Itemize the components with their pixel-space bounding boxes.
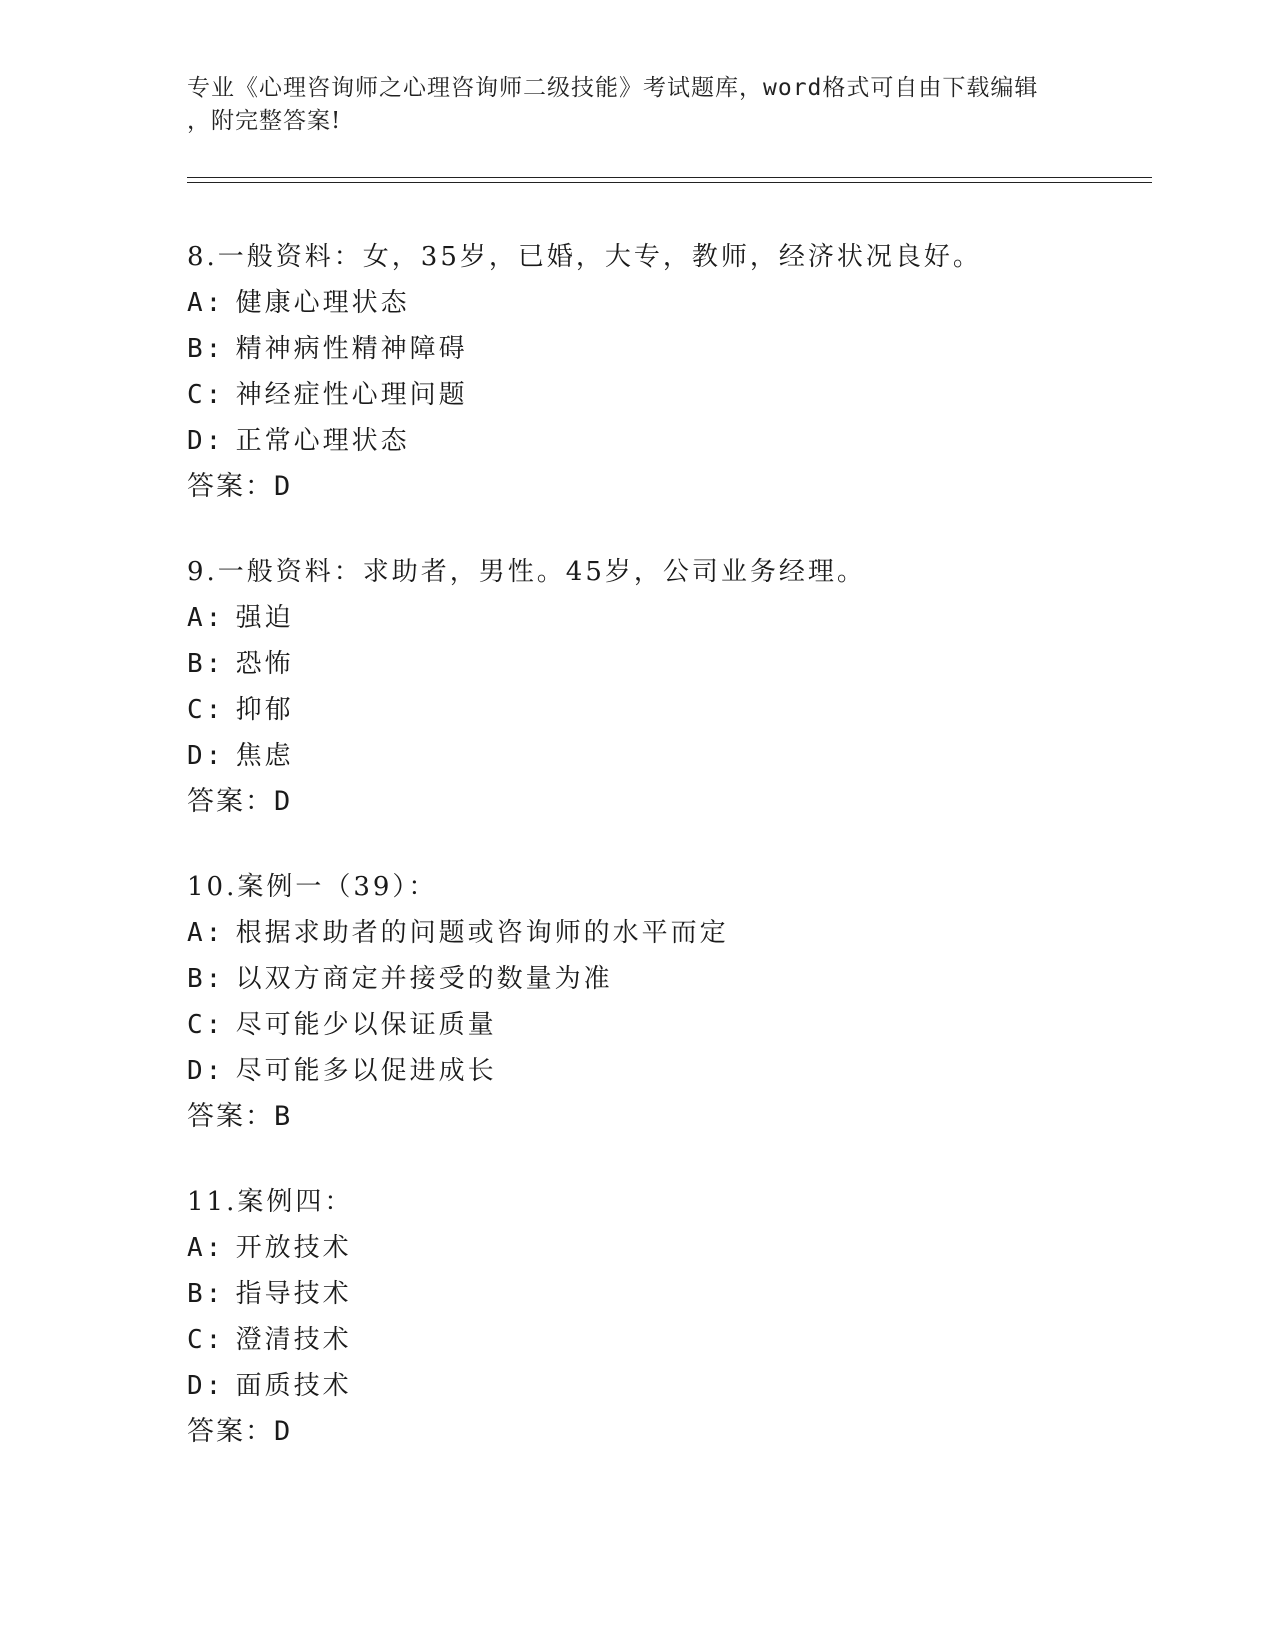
answer-value: B	[274, 1101, 293, 1132]
option-c	[187, 1002, 1147, 1048]
option-b	[187, 1271, 1147, 1317]
option-text: 尽可能少以保证质量	[235, 1010, 497, 1040]
header-text-word: word	[763, 75, 823, 101]
option-text: 指导技术	[235, 1279, 352, 1309]
answer-label: 答案：	[187, 1416, 274, 1447]
option-c	[187, 372, 1147, 418]
option-c	[187, 1317, 1147, 1363]
option-d	[187, 418, 1147, 464]
option-letter: C:	[187, 695, 225, 725]
option-letter: D:	[187, 741, 225, 771]
option-letter: C:	[187, 1325, 225, 1355]
option-d	[187, 1363, 1147, 1409]
answer-line	[187, 464, 1147, 510]
option-b	[187, 956, 1147, 1002]
option-text: 根据求助者的问题或咨询师的水平而定	[235, 918, 729, 948]
option-a	[187, 1225, 1147, 1271]
option-d	[187, 733, 1147, 779]
header-text-suffix: 格式可自由下载编辑	[822, 75, 1039, 101]
option-letter: B:	[187, 334, 225, 364]
option-text: 强迫	[235, 603, 294, 633]
option-text: 神经症性心理问题	[235, 380, 468, 410]
option-a	[187, 595, 1147, 641]
option-text: 精神病性精神障碍	[235, 334, 468, 364]
option-b	[187, 641, 1147, 687]
option-text: 抑郁	[235, 695, 294, 725]
option-a	[187, 910, 1147, 956]
option-letter: B:	[187, 964, 225, 994]
option-letter: D:	[187, 1056, 225, 1086]
option-letter: C:	[187, 380, 225, 410]
option-text: 焦虑	[235, 741, 294, 771]
question-10	[187, 864, 1147, 1140]
answer-label: 答案：	[187, 471, 274, 502]
option-text: 尽可能多以促进成长	[235, 1056, 497, 1086]
option-letter: B:	[187, 649, 225, 679]
answer-value: D	[274, 786, 293, 817]
header-line-1	[187, 72, 1087, 105]
option-letter: A:	[187, 288, 225, 318]
option-a	[187, 280, 1147, 326]
option-text: 面质技术	[235, 1371, 352, 1401]
answer-line	[187, 1409, 1147, 1455]
document-header	[187, 72, 1087, 138]
question-11	[187, 1179, 1147, 1455]
option-letter: A:	[187, 1233, 225, 1263]
option-letter: B:	[187, 1279, 225, 1309]
answer-line	[187, 779, 1147, 825]
header-divider-bottom	[187, 182, 1152, 183]
question-stem: 11.案例四：	[187, 1187, 354, 1217]
question-9	[187, 549, 1147, 825]
option-letter: C:	[187, 1010, 225, 1040]
question-stem: 10.案例一（39）：	[187, 872, 438, 902]
answer-value: D	[274, 471, 293, 502]
option-c	[187, 687, 1147, 733]
header-divider-top	[187, 177, 1152, 178]
option-letter: D:	[187, 426, 225, 456]
header-text-prefix: 专业《心理咨询师之心理咨询师二级技能》考试题库，	[187, 75, 763, 101]
question-stem: 8.一般资料：女，35岁，已婚，大专，教师，经济状况良好。	[187, 242, 982, 272]
answer-line	[187, 1094, 1147, 1140]
question-8	[187, 234, 1147, 510]
option-b	[187, 326, 1147, 372]
option-text: 恐怖	[235, 649, 294, 679]
option-letter: A:	[187, 603, 225, 633]
option-letter: A:	[187, 918, 225, 948]
option-d	[187, 1048, 1147, 1094]
question-stem: 9.一般资料：求助者，男性。45岁，公司业务经理。	[187, 557, 866, 587]
option-text: 正常心理状态	[235, 426, 410, 456]
option-text: 澄清技术	[235, 1325, 352, 1355]
answer-value: D	[274, 1416, 293, 1447]
answer-label: 答案：	[187, 786, 274, 817]
option-text: 健康心理状态	[235, 288, 410, 318]
header-line-2: ，附完整答案!	[187, 108, 342, 134]
answer-label: 答案：	[187, 1101, 274, 1132]
option-text: 以双方商定并接受的数量为准	[235, 964, 613, 994]
option-letter: D:	[187, 1371, 225, 1401]
option-text: 开放技术	[235, 1233, 352, 1263]
